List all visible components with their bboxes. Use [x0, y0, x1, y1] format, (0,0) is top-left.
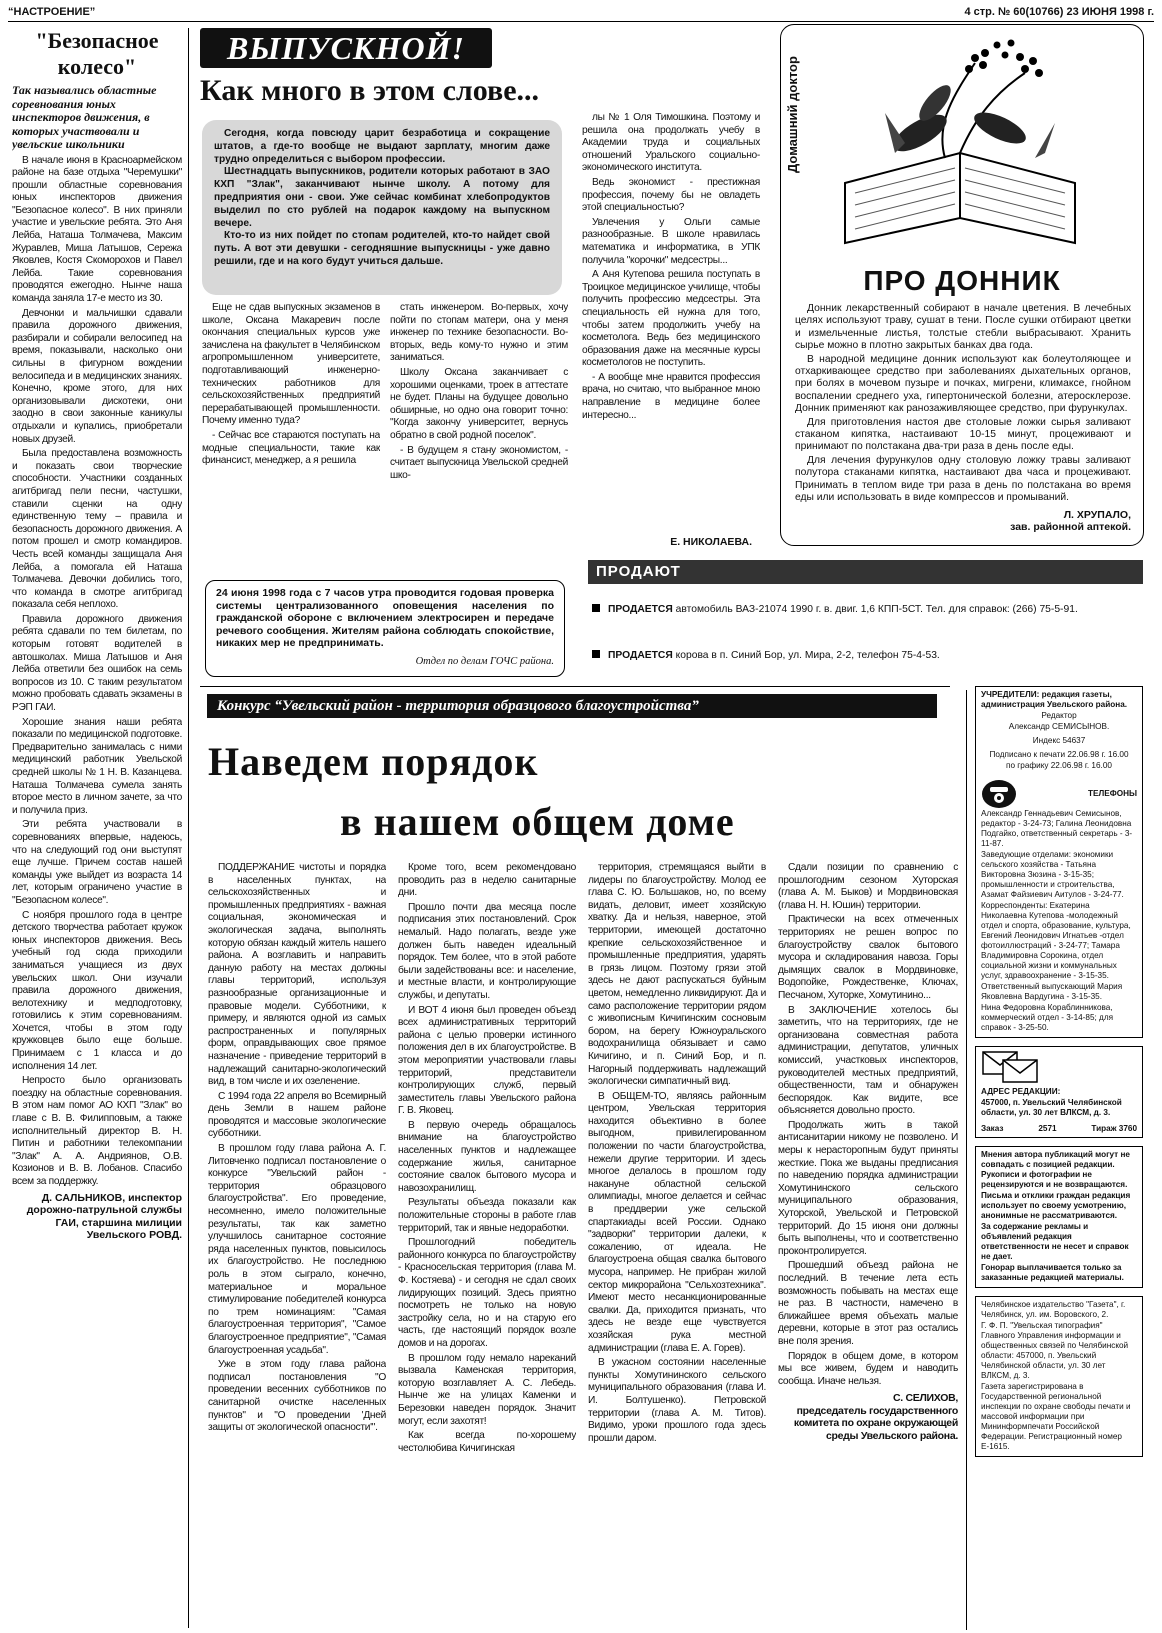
paragraph: Прошедший объезд района не последний. В течение лета есть возможность побывать на местах еще не раз. В частности, намечено в ближайшее время объехать малые деревни, которые в этот раз остались вне поля зрения.: [778, 1260, 958, 1347]
founders: УЧРЕДИТЕЛИ: редакция газеты, администрация Увельского района.: [981, 690, 1128, 709]
article-title: ПРО ДОННИК: [863, 265, 1061, 296]
headline-line-2: в нашем общем доме: [340, 799, 735, 844]
headline-line-1: Наведем порядок: [208, 739, 539, 784]
paragraph: А Аня Кутепова решила поступать в Троицкое медицинское училище, чтобы получить профессию медсестры. Эта специальность ей нужна для того, чтобы затем продолжить учебу на косметолога. Ведь без медицинского образования даже на месячные курсы косметологов не поступить.: [582, 269, 760, 369]
column-divider: [966, 690, 967, 1630]
founders-box: [975, 686, 1143, 1038]
imprint-line: Челябинское издательство "Газета", г. Челябинск, ул. им. Воровского, 2.: [981, 1300, 1126, 1319]
paragraph: Прошлогодний победитель районного конкурса по благоустройству - Красносельская территория (глава М. Ф. Костяева) - и сегодня не сдал своих лидирующих позиций. Здесь приятно посмотреть не только на новую застройку села, но и на старую его часть, где настоящий порядок возле домов и на дорогах.: [398, 1237, 576, 1349]
article-safe-wheel: [12, 28, 182, 1628]
note: За содержание рекламы и объявлений редакция ответственности не несет и справок не дает.: [981, 1222, 1129, 1261]
article-column: [582, 112, 760, 532]
notice-source: Отдел по делам ГОЧС района.: [415, 655, 554, 667]
paragraph: Результаты объезда показали как положительные стороны в работе глав территорий, так и явные недоработки.: [398, 1197, 576, 1234]
article-column: [778, 862, 958, 1627]
print-schedule: по графику 22.06.98 г. 16.00: [1006, 761, 1112, 770]
signature-name: С. СЕЛИХОВ,: [892, 1392, 958, 1405]
ad-text: корова в п. Синий Бор, ул. Мира, 2-2, телефон 75-4-53.: [675, 650, 940, 661]
paragraph: Сдали позиции по сравнению с прошлогодним сезоном Хуторская (глава А. М. Быков) и Мордвиновская (глава Н. Н. Юшин) территории.: [778, 862, 958, 911]
article-body: [12, 155, 182, 1189]
editor-name: Александр СЕМИСЫНОВ.: [1008, 722, 1110, 731]
paragraph: - Сейчас все стараются поступать на модные специальности, такие как финансист, менеджер, а я решила: [202, 429, 380, 467]
imprint-box: [975, 1296, 1143, 1457]
phones-line: Нина Федоровна Кораблинникова, коммерческий отдел - 3-14-85; для справок - 3-25-50.: [981, 1003, 1114, 1032]
circulation: Тираж 3760: [1091, 1124, 1137, 1133]
paragraph: В ужасном состоянии населенные пункты Хомутининского сельского муниципального образования (глава И. И. Болтушенко). Петровской территории (глава А. М. Титов). Видимо, уроки прошлого года здесь прошли даром.: [588, 1357, 766, 1444]
paragraph: лы № 1 Оля Тимошкина. Поэтому и решила она продолжать учебу в Академии труда и социальных отношений Уральского социально-экономического института.: [582, 112, 760, 174]
paragraph: В ОБЩЕМ-ТО, являясь районным центром, Увельская территория находится объективно в более выгодном, привилегированном положении по части благоустройства, нежели другие территории. И здесь многое делалось в прошлом году накануне областной сельской олимпиады, многое делается и сейчас в преддверии уже сельской спартакиады всей России. Однако "задворки" территории далеки, к сожалению, от идеала. Не благоустроена общая свалка бытового мусора, например. Не прибран жилой сектор микрорайона "Сельхозтехника". Имеют место несанкционированные свалки. Да, приходится признать, что здесь не везде еще чувствуется хозяйская рука местной администрации (глава Е. А. Горев).: [588, 1090, 766, 1354]
phones-line: Ответственный выпускающий Мария Яковлевна Вардугина - 3-15-35.: [981, 982, 1123, 1001]
issue-info: 4 стр. № 60(10766) 23 ИЮНЯ 1998 г.: [964, 6, 1154, 18]
paragraph: стать инженером. Во-первых, хочу пойти по стопам матери, она у меня инженер по технике безопасности. Во-вторых, ведь кому-то нужно и этим заниматься.: [390, 302, 568, 364]
paragraph: Для лечения фурункулов одну столовую ложку травы заливают полутора стаканами кипятка, настаивают два часа и процеживают. Принимать в теплом виде три раза в день по полстакана во время еды или использовать в виде компрессов и промываний.: [795, 454, 1131, 504]
article-column: [202, 302, 380, 552]
signature-role: председатель государственного комитета по охране окружающей среды Увельского района.: [793, 1404, 958, 1442]
envelope-icon: [981, 1050, 1041, 1084]
article-column: [208, 862, 386, 1627]
paragraph: - А вообще мне нравится профессия врача, но считаю, что выбранное мною направление в медицине более интересно...: [582, 371, 760, 421]
home-doctor-box: [780, 24, 1144, 546]
section-divider: [200, 686, 950, 687]
ads-header: ПРОДАЮТ: [588, 560, 1143, 584]
paragraph: - В будущем я стану экономистом, - считает выпускница Увельской средней шко-: [390, 444, 568, 481]
address-title: АДРЕС РЕДАКЦИИ:: [981, 1087, 1061, 1096]
article-lead: Так назывались областные соревнования юных инспекторов движения, в которых участвовали и увельские школьники: [12, 83, 157, 151]
phones-line: Заведующие отделами: экономики сельского хозяйства - Татьяна Викторовна Зюзина - 3-15-35; промышленности и строительства, Азамат Файзиевич Аитулов - 3-24-77.: [981, 850, 1124, 899]
article-signature: Д. САЛЬНИКОВ, инспектор дорожно-патрульной службы ГАИ, старшина милиции Увельского РОВД.: [26, 1191, 182, 1242]
article-lead-box: [202, 120, 562, 295]
order-number: 2571: [1038, 1124, 1057, 1133]
section-kicker: Конкурс “Увельский район - территория образцового благоустройства”: [207, 694, 937, 718]
order-label: Заказ: [981, 1124, 1004, 1133]
ad-item: [590, 648, 1142, 663]
paragraph: В прошлом году немало нареканий вызвала Каменская территория, которую возглавляет А. С. Лебедь. Нынче же на улицах Каменки и Березовки наведен порядок. Значит могут, если захотят!: [398, 1352, 576, 1427]
paragraph: В начале июня в Красноармейском районе на базе отдыха "Черемушки" прошли областные соревнования юных инспекторов движения "Безопасное колесо". В них приняли участие и увельские ребята. Это Аня Лейба, Наташа Толмачева, Максим Журавлев, Миша Латышов, Сережа Яковлев, Костя Скоморохов и Павел Лейба. Такие соревнования проводятся ежегодно. Нынче наша команда заняла 17-е место из 30.: [12, 154, 182, 305]
note: Письма и отклики граждан редакция использует по своему усмотрению, анонимные не рассматриваются.: [981, 1191, 1131, 1220]
imprint-line: Газета зарегистрирована в Государственной региональной инспекции по охране свободы печати и массовой информации при Мининформпечати Российской Федерации. Регистрационный номер Е-1615.: [981, 1382, 1131, 1451]
paragraph: Ведь экономист - престижная профессия, почему бы не овладеть этой специальностью?: [582, 176, 760, 214]
note: Мнения автора публикаций могут не совпадать с позицией редакции. Рукописи и фотографии не рецензируются и не возвращаются.: [981, 1150, 1130, 1189]
imprint-line: Г. Ф. П. "Увельская типография" Главного Управления информации и общественных связей по Челябинской области: 457000, п. Увельский Челябинской области, ул. 30 лет ВЛКСМ, д. 3.: [981, 1321, 1129, 1380]
article-body: [795, 303, 1131, 534]
address-box: [975, 1046, 1143, 1138]
ad-item: [590, 602, 1142, 617]
paragraph: С ноября прошлого года в центре детского творчества работает кружок юных инспекторов движения. Весь учебный год сюда приходили заниматься учащиеся из двух увельских школ. Они изучали правила дорожного движения, велотехнику и медподготовку, готовились к этим соревнованиям. Хочется, чтобы в этом году кружковцев было еще больше. Принимаем с 1 класса и до исполнения 14 лет.: [12, 909, 182, 1072]
article-column: [588, 862, 766, 1627]
lead-paragraph: Кто-то из них пойдет по стопам родителей, кто-то найдет свой путь. А вот эти девушки - сегодняшние выпускницы - уже давно решили, где и на кого будут учиться дальше.: [214, 230, 550, 267]
section-kicker: ВЫПУСКНОЙ!: [200, 28, 492, 68]
note: Гонорар выплачивается только за заказанные редакцией материалы.: [981, 1263, 1124, 1282]
article-column: [390, 302, 568, 552]
phones-line: Корреспонденты: Екатерина Николаевна Кутепова -молодежный отдел и спорта, образование, культура, Евгений Леонидович Игнатьев -отдел фотоиллюстраций - 3-24-77; Тамара Владимировна Сорокина, отдел социальной жизни и коммунальных услуг, здравоохранение - 3-15-35.: [981, 901, 1131, 980]
paragraph: В прошлом году глава района А. Г. Литовченко подписал постановление о конкурсе "Увельский район - территория образцового благоустройства". Его проведение, несомненно, имело положительные результаты, так как заметно улучшилось санитарное состояние ряда населенных пунктов, повысилось их благоустройство. Не последнюю роль в этом сыграло, конечно, материальное и моральное стимулирование победителей конкурса по трем номинациям: "Самая благоустроенная территория", "Самое благоустроенное предприятие", "Самая благоустроенная усадьба".: [208, 1143, 386, 1356]
paragraph: В ЗАКЛЮЧЕНИЕ хотелось бы заметить, что на территориях, где не организована совместная работа администрации, депутатов, уличных комиссий, участковых инспекторов, руководителей местных предприятий, общественности, там и обнаружен беспорядок. Как видите, все объясняется довольно просто.: [778, 1004, 958, 1117]
paragraph: Кроме того, всем рекомендовано проводить раз в неделю санитарные дни.: [398, 862, 576, 899]
paragraph: ПОДДЕРЖАНИЕ чистоты и порядка в населенных пунктах, на сельскохозяйственных и промышленных предприятиях - важная социальная, экономическая и экологическая задача, выполнять которую обязан каждый житель нашего района. А возглавить и направить данную работу на местах должны главы территорий, используя разнообразные организационные и правовые модели. Субботники, к примеру, и являются одной из самых распространенных и популярных форм, оправдывающих свое прямое назначение - приведение территорий в надлежащий санитарно-экологический вид, в том числе и их озеленение.: [208, 862, 386, 1088]
paragraph: Девчонки и мальчишки сдавали правила дорожного движения, разбирали и собирали велосипед на время, показывали, насколько они сильны в фигурном вождении велосипеда и в медицинских знаниях. Конечно, кроме этого, для них организовывали дискотеки, они заодно в свои законные каникулы отдыхали и купались, приобретали новых друзей.: [12, 307, 182, 445]
phones-title: ТЕЛЕФОНЫ: [1088, 789, 1137, 798]
paragraph: территория, стремящаяся выйти в лидеры по благоустройству. Молод ее глава С. Ю. Большаков, но, по всему видать, деловит, имеет хозяйскую хватку. Да и нельзя, наверное, этой территории, имеющей достаточно крепкие сельскохозяйственное и промышленные предприятия, ударять в грязь лицом. Поэтому грязи этой здесь не дают распускаться буйным цветом, немедленно ликвидируют. Да и само расположение территории рядом с живописным Кичигинским сосновым бором, на берегу Южноуральского водохранилища обязывает и само Кичигино, и п. Синий Бор, и п. Нагорный поддерживать надлежащий экологически симпатичный вид.: [588, 862, 766, 1088]
article-column: [398, 862, 576, 1627]
civil-defense-notice: [205, 580, 565, 677]
notice-text: 24 июня 1998 года с 7 часов утра проводится годовая проверка системы централизованного оповещения населения по гражданской обороне с включением электросирен и передаче речевого сообщения. Жителям района соблюдать спокойствие, никаких мер не предпринимать.: [216, 587, 554, 650]
address: 457000, п. Увельский Челябинской области, ул. 30 лет ВЛКСМ, д. 3.: [981, 1098, 1122, 1117]
bullet-square-icon: [592, 650, 600, 658]
ad-text: автомобиль ВАЗ-21074 1990 г. в. двиг. 1,6 КПП-5СТ. Тел. для справок: (266) 75-5-91.: [675, 604, 1078, 615]
paragraph: Практически на всех отмеченных территориях не решен вопрос по благоустройству свалок бытового мусора и складирования навоза. Горы дымящих свалок в Мордвиновке, Водопойке, Рождественке, Ключах, Песчаном, Хуторке, Хомутинино...: [778, 914, 958, 1001]
paragraph: Увлечения у Ольги самые разнообразные. В школе нравилась математика и информатика, в УПК получила "корочки" медсестры...: [582, 216, 760, 266]
paragraph: Была предоставлена возможность и показать свои творческие способности. Участники созданных агитбригад пели песни, частушки, ставили сценки на одну единственную тему – правила и безопасность дорожного движения. А потом прошел и смотр командиров. Честь всей команды защищала Аня Лейба, а помогала ей Наташа Толмачева. Девочки добились того, что команда в смотре агитбригад показала себя неплохо.: [12, 448, 182, 611]
paragraph: С 1994 года 22 апреля во Всемирный день Земли в нашем районе проводятся и массовые экологические субботники.: [208, 1090, 386, 1140]
phones-line: Александр Геннадьевич Семисынов, редактор - 3-24-73; Галина Леонидовна Подгайко, ответственный секретарь - 3-11-87.: [981, 809, 1133, 848]
editor-label: Редактор: [1041, 711, 1077, 720]
paragraph: Школу Оксана заканчивает с хорошими оценками, троек в аттестате не будет. Планы на будущее довольно обширные, но одно она говорит точно: "Когда закончу университет, вернусь обратно в свой родной поселок".: [390, 366, 568, 441]
article-title: Как много в этом слове...: [200, 74, 540, 107]
paragraph: Порядок в общем доме, в котором мы все живем, будем и наводить сообща. Иначе нельзя.: [778, 1350, 958, 1387]
paragraph: Продолжать жить в такой антисанитарии никому не позволено. И меры к нерасторопным будут приняты жесткие. Пока же выданы предписания по наведению порядка администрации Хомутининского сельского муниципального образования, Хуторской, Увельской и Петровской территорий. До 15 июня они должны быть выполнены, что и соответственно проконтролируется.: [778, 1119, 958, 1257]
paragraph: Как всегда по-хорошему честолюбива Кичигинская: [398, 1430, 576, 1454]
page-header: [8, 6, 1154, 22]
paragraph: И ВОТ 4 июня был проведен объезд всех административных территорий района с целью проверки истинного положения дел в их благоустройстве. В этом мероприятии участвовали главы территорий, представители контролирующих служб, первый заместитель главы Увельского района Г. В. Яковец.: [398, 1004, 576, 1117]
disclaimer-box: [975, 1146, 1143, 1288]
bullet-square-icon: [592, 604, 600, 612]
paragraph: Прошло почти два месяца после подписания этих постановлений. Срок немалый. Надо полагать, везде уже должен быть наведен идеальный порядок. Тем более, что в этой работе были задействованы все: и население, и местные власти, и контролирующие службы, и депутаты.: [398, 901, 576, 1001]
paragraph: Эти ребята участвовали в соревнованиях впервые, надеюсь, что на следующий год они выступят еще лучше. Причем состав нашей команды уже выйдет из возраста 14 лет, которым ограничено участие в "Безопасном колесе".: [12, 819, 182, 906]
article-title: "Безопасное колесо": [35, 28, 159, 79]
signature-role: зав. районной аптекой.: [1010, 521, 1131, 533]
paragraph: Уже в этом году глава района подписал постановления "О проведении весенних субботников по санитарной очистке населенных пунктов" и "О проведении 'Дней защиты от экологической опасности'".: [208, 1359, 386, 1434]
paragraph: Донник лекарственный собирают в начале цветения. В лечебных целях используют траву, сушат в тени. После сушки отбирают цветки и измельченные листья, толстые стебли выбрасывают. Хранить сырье можно в плотно закрытых банках два года.: [795, 303, 1131, 352]
paragraph: Непросто было организовать поездку на областные соревнования. В этом нам помог АО КХП "Злак" во главе с В. В. Филипповым, а также исполнительный директор В. Н. Питин и работники телекомпании "Злак" А. А. Андриянов, О.В. Козионов и В. В. Лобанов. Спасибо всем за поддержку.: [12, 1075, 182, 1187]
telephone-icon: [981, 779, 1017, 809]
article-signature: Е. НИКОЛАЕВА.: [670, 536, 752, 548]
signature-name: Л. ХРУПАЛО,: [1063, 508, 1131, 521]
lead-paragraph: Шестнадцать выпускников, родители которых работают в ЗАО КХП "Злак", заканчивают нынче школу. А потому для предприятия они - свои. Уже сейчас комбинат хлебопродуктов выделил по сто рублей на подарок каждому на выпускном вечере.: [214, 166, 550, 229]
paragraph: Еще не сдав выпускных экзаменов в школе, Оксана Макаревич после окончания специальных курсов уже зачислена на факультет в Челябинском агропромышленном университете, подготавливающий инженерно-технических работников для сельскохозяйственных предприятий перерабатывающей промышленности. Почему именно туда?: [202, 302, 380, 427]
paragraph: Хорошие знания наши ребята показали по медицинской подготовке. Предварительно занималась с ними медицинский работник Увельской средней школы № 1 Н. В. Казанцева. Наташа Толмачева сумела занять второе место в личном зачете, за что и получила приз.: [12, 716, 182, 816]
column-divider: [188, 28, 189, 1628]
paragraph: В народной медицине донник используют как болеутоляющее и отхаркивающее средство при заболеваниях дыхательных органов, при болях в мочевом пузыре и почках, мигрени, климаксе, гнойном воспалении среднего уха, гипертонической болезни, атеросклерозе. Донник применяют как ранозаживляющее средство, при фурункулах.: [795, 353, 1131, 415]
signed-to-print: Подписано к печати 22.06.98 г. 16.00: [989, 750, 1129, 759]
masthead-info-column: [975, 686, 1143, 1631]
lead-paragraph: Сегодня, когда повсюду царит безработица и сокращение штатов, а где-то вообще не выдают зарплату, многим даже трудно определиться с выбором профессии.: [214, 128, 550, 165]
section-label: Домашний доктор: [785, 56, 800, 174]
subscription-index: Индекс 54637: [1032, 736, 1086, 745]
book-flower-illustration: [825, 33, 1095, 253]
paragraph: Для приготовления настоя две столовые ложки сырья заливают стаканом кипятка, настаивают 10-15 минут, процеживают и принимают по полстакана два-три раза в день после еды.: [795, 416, 1131, 453]
paragraph: Правила дорожного движения ребята сдавали по тем билетам, по которым готовят водителей в автошколах. Миша Латышов и Аня Лейба ответили без ошибок на семь вопросов из 10. С таким результатом можно пробовать сдавать экзамены в РЭП ГАИ.: [12, 613, 182, 714]
newspaper-name: “НАСТРОЕНИЕ”: [8, 6, 96, 18]
ad-lead: ПРОДАЕТСЯ: [608, 604, 673, 615]
paragraph: В первую очередь обращалось внимание на благоустройство населенных пунктов и надлежащее содержание жилья, санитарное состояние свалок бытового мусора и навозохранилищ.: [398, 1119, 576, 1194]
ad-lead: ПРОДАЕТСЯ: [608, 650, 673, 661]
